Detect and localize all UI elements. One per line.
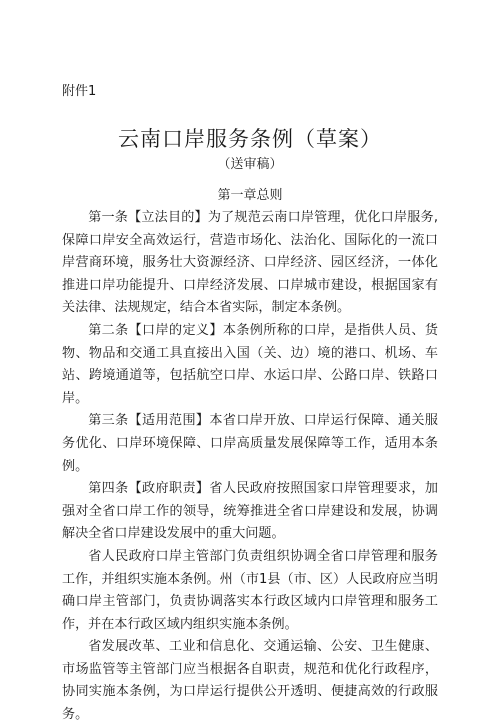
- article-paragraph: 第三条【适用范围】本省口岸开放、口岸运行保障、通关服务优化、口岸环境保障、口岸高质量发展保障等工作，适用本条例。: [62, 413, 438, 474]
- article-paragraph: 第一条【立法目的】为了规范云南口岸管理，优化口岸服务,保障口岸安全高效运行，营造市场化、法治化、国际化的一流口岸营商环境，服务壮大资源经济、口岸经济、园区经济，一体化推进口岸功能提升、口岸经济发展、口岸城市建设，根据国家有关法律、法规规定，结合本省实际，制定本条例。: [62, 210, 438, 316]
- article-paragraph: 省人民政府口岸主管部门负责组织协调全省口岸管理和服务工作，并组织实施本条例。州（市1县（市、区）人民政府应当明确口岸主管部门，负责协调落实本行政区域内口岸管理和服务工作，并在本行政区域内组织实施本条例。: [62, 548, 438, 632]
- chapter-heading: 第一章总则: [217, 188, 283, 203]
- article-paragraph: 第四条【政府职责】省人民政府按照国家口岸管理要求，加强对全省口岸工作的领导，统筹推进全省口岸建设和发展，协调解决全省口岸建设发展中的重大问题。: [62, 481, 438, 542]
- document-body: [62, 207, 438, 727]
- article-paragraph: 省发展改革、工业和信息化、交通运输、公安、卫生健康、市场监管等主管部门应当根据各自职责，规范和优化行政程序，协同实施本条例，为口岸运行提供公开透明、便捷高效的行政服务。: [62, 639, 438, 723]
- article-paragraph: 第二条【口岸的定义】本条例所称的口岸，是指供人员、货物、物品和交通工具直接出入国（关、边）境的港口、机场、车站、跨境通道等，包括航空口岸、水运口岸、公路口岸、铁路口岸。: [62, 322, 438, 406]
- document-subtitle: （送审稿）: [217, 157, 283, 172]
- attachment-label: 附件1: [62, 84, 97, 99]
- document-title: 云南口岸服务条例（草案）: [118, 127, 382, 151]
